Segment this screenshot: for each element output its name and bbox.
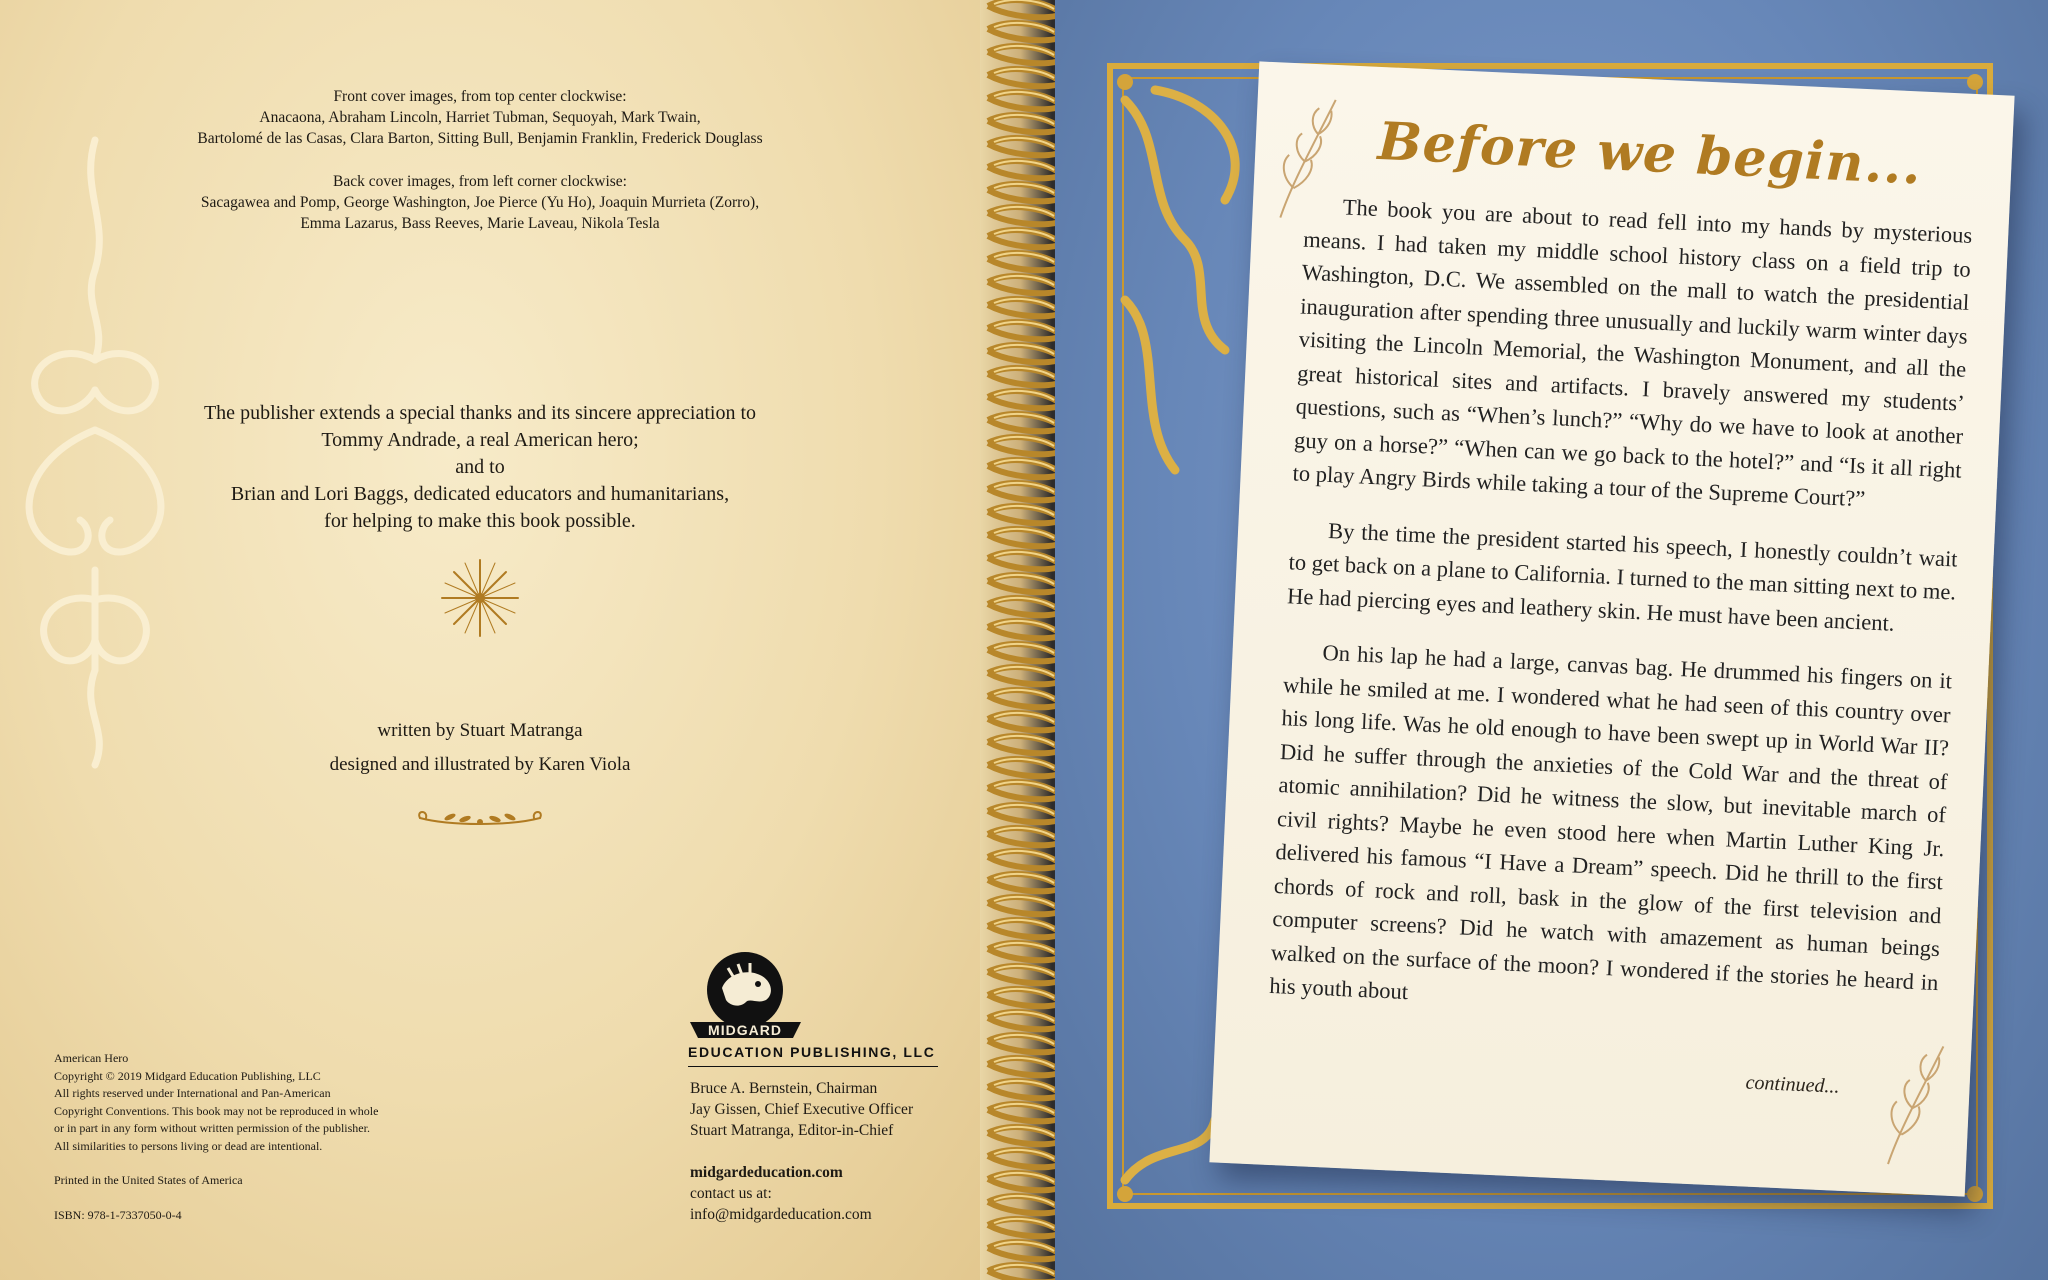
letter-paragraph: The book you are about to read fell into my hands by mysterious means. I had taken my middle school history class on a field trip to Washington, D.C. We assembled on the mall to watch the presidential inauguration after spending three unusually and luckily warm winter days visiting the Lincoln Memorial, the Washington Monument, and all the great historical sites and artifacts. I bravely answered my students’ questions, such as “When’s lunch?” “Why do we have to look at another guy on a horse?” “When can we go back to the hotel?” and “Is it all right to play Angry Birds while taking a tour of the Supreme Court?” — [1292, 194, 1973, 512]
copyright-line: or in part in any form without written permission of the publisher. — [54, 1121, 370, 1135]
illustrator-credit: designed and illustrated by Karen Viola — [329, 754, 631, 775]
book-credits — [0, 714, 960, 782]
publisher-name: EDUCATION PUBLISHING, LLC — [688, 1044, 938, 1067]
letter-paragraph: On his lap he had a large, canvas bag. He drummed his fingers on it while he smiled at me. I wondered what he had seen of this country over his long life. Was he old enough to have been swept up in World War II? Did he suffer through the anxieties of the Cold War and the threat of atomic annihilation? Did he witness the slow, but inevitable march of civil rights? Maybe he even stood here when Martin Luther King Jr. delivered his famous “I Have a Dream” speech. Did he thrill to the first chords of rock and roll, bask in the glow of the first television and computer screens? Did he watch with amazement as human beings walked on the surface of the moon? I wondered if the stories he heard in his youth about — [1268, 639, 1953, 1005]
staff-line: Bruce A. Bernstein, Chairman — [690, 1080, 878, 1097]
staff-line: Stuart Matranga, Editor-in-Chief — [690, 1122, 894, 1139]
front-cover-line: Bartolomé de las Casas, Clara Barton, Sitting Bull, Benjamin Franklin, Frederick Douglass — [197, 130, 763, 147]
logo-word: MIDGARD — [708, 1022, 782, 1038]
copyright-block — [54, 1050, 454, 1224]
thanks-line: for helping to make this book possible. — [324, 510, 636, 532]
publisher-staff — [690, 1078, 913, 1225]
acknowledgement — [0, 400, 960, 535]
book-title: American Hero — [54, 1051, 129, 1065]
publisher-logo — [688, 948, 938, 1067]
front-cover-heading: Front cover images, from top center clockwise: — [333, 88, 627, 105]
copyright-line: Copyright Conventions. This book may not be reproduced in whole — [54, 1103, 379, 1118]
isbn: ISBN: 978-1-7337050-0-4 — [54, 1207, 182, 1222]
copyright-line: Copyright © 2019 Midgard Education Publishing, LLC — [54, 1068, 321, 1083]
back-cover-line: Sacagawea and Pomp, George Washington, Joe Pierce (Yu Ho), Joaquin Murrieta (Zorro), — [200, 194, 760, 211]
thanks-line: Tommy Andrade, a real American hero; — [321, 429, 639, 451]
website-link[interactable]: midgardeducation.com — [690, 1164, 843, 1181]
thanks-line: Brian and Lori Baggs, dedicated educators and humanitarians, — [230, 483, 730, 505]
thanks-line: The publisher extends a special thanks and its sincere appreciation to — [203, 402, 757, 424]
printed-in: Printed in the United States of America — [54, 1173, 243, 1187]
copyright-line: All similarities to persons living or dead are intentional. — [54, 1138, 323, 1153]
author-credit: written by Stuart Matranga — [377, 720, 583, 741]
letter-body — [1268, 108, 1977, 1055]
staff-line: Jay Gissen, Chief Executive Officer — [690, 1101, 914, 1118]
dragon-logo-icon — [688, 948, 803, 1040]
back-cover-line: Emma Lazarus, Bass Reeves, Marie Laveau, Nikola Tesla — [300, 215, 660, 232]
copyright-line: All rights reserved under International and Pan-American — [54, 1086, 331, 1100]
cover-image-credits — [0, 86, 960, 234]
contact-label: contact us at: — [690, 1185, 772, 1202]
letter-paragraph: By the time the president started his speech, I honestly couldn’t wait to get back on a plane to California. I turned to the man sitting next to me. He had piercing eyes and leathery skin. He must have been ancient. — [1286, 517, 1959, 636]
left-page — [0, 0, 1000, 1280]
letter-paper — [1209, 61, 2014, 1196]
leaf-sprig-icon — [1878, 1039, 1954, 1172]
star-ornament-icon — [440, 558, 520, 638]
laurel-divider-icon — [410, 806, 550, 830]
continued-label: continued... — [1745, 1071, 1840, 1098]
front-cover-line: Anacaona, Abraham Lincoln, Harriet Tubman, Sequoyah, Mark Twain, — [259, 109, 701, 126]
email-link[interactable]: info@midgardeducation.com — [690, 1206, 872, 1223]
back-cover-heading: Back cover images, from left corner clockwise: — [333, 173, 627, 190]
thanks-line: and to — [455, 456, 505, 478]
letter-heading: Before we begin... — [1376, 110, 1923, 197]
